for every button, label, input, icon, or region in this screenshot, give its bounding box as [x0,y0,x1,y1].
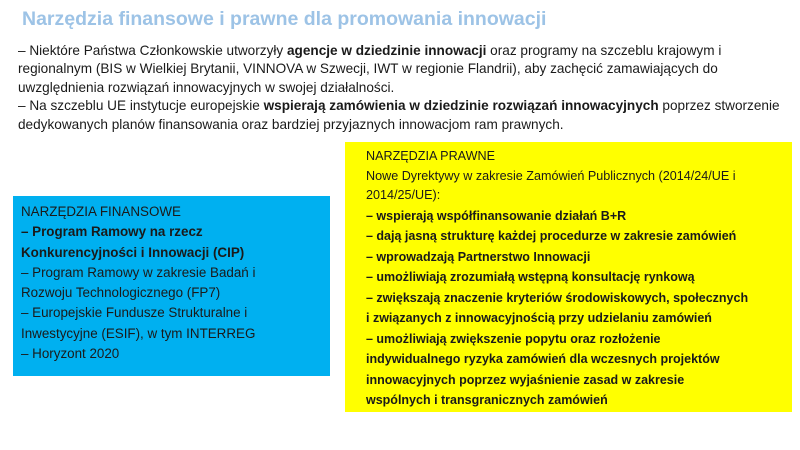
legal-point: – dają jasną strukturę każdej procedurze w zakresie zamówień [366,229,737,243]
financial-item-esif-line-2: Inwestycyjne (ESIF), w tym INTERREG [21,325,256,341]
legal-point: indywidualnego ryzyka zamówień dla wczesnych projektów [366,352,720,366]
slide-title: Narzędzia finansowe i prawne dla promowania innowacji [22,8,547,30]
legal-point: – umożliwiają zwiększenie popytu oraz rozłożenie [366,331,661,346]
financial-tools-heading: NARZĘDZIA FINANSOWE [21,204,181,219]
intro-p1-start: – Niektóre Państwa Członkowskie utworzyły [18,43,287,58]
legal-tools-heading: NARZĘDZIA PRAWNE [366,149,495,163]
legal-point: wspólnych i transgranicznych zamówień [366,393,608,407]
legal-point: – zwiększają znaczenie kryteriów środowiskowych, społecznych [366,290,749,305]
financial-item-esif-line-1: – Europejskie Fundusze Strukturalne i [21,305,248,321]
intro-p2-start: – Na szczeblu UE instytucje europejskie [18,98,264,114]
legal-point: – umożliwiają zrozumiałą wstępną konsultację rynkową [366,270,695,284]
financial-item-fp7-line-2: Rozwoju Technologicznego (FP7) [21,285,221,301]
financial-item-cip-line-2: Konkurencyjności i Innowacji (CIP) [21,244,245,260]
legal-point: – wprowadzają Partnerstwo Innowacji [366,249,591,264]
legal-point: innowacyjnych poprzez wyjaśnienie zasad w zakresie [366,372,685,387]
legal-tools-box [345,142,792,412]
intro-p2-emphasis: wspierają zamówienia w dziedzinie rozwiązań innowacyjnych [263,98,659,114]
financial-item-horizon: – Horyzont 2020 [21,346,120,362]
legal-point: i związanych z innowacyjnością przy udzielaniu zamówień [366,311,712,325]
intro-paragraph-1 [18,42,793,97]
legal-point: – wspierają współfinansowanie działań B+R [366,208,627,223]
legal-tools-description-line-1: Nowe Dyrektywy w zakresie Zamówień Publicznych (2014/24/UE i [366,168,736,183]
intro-text [18,42,793,134]
intro-paragraph-2 [18,97,793,134]
intro-p1-end: oraz programy na szczeblu krajowym i regionalnym (BIS w Wielkiej Brytanii, VINNOVA w Szwecji, IWT w regionie Flandrii), aby zachęcić zamawiających do uwzględnienia rozwiązań innowacyjnych w swojej działalności. [18,43,722,95]
intro-p2-end: poprzez stworzenie dedykowanych planów finansowania oraz bardziej przyjaznych innowacjom ram prawnych. [18,98,780,132]
legal-tools-description-line-2: 2014/25/UE): [366,188,441,202]
financial-item-cip-line-1: – Program Ramowy na rzecz [21,224,203,240]
financial-tools-box [13,196,330,376]
financial-item-fp7-line-1: – Program Ramowy w zakresie Badań i [21,264,256,280]
intro-p1-emphasis: agencje w dziedzinie innowacji [286,43,487,58]
